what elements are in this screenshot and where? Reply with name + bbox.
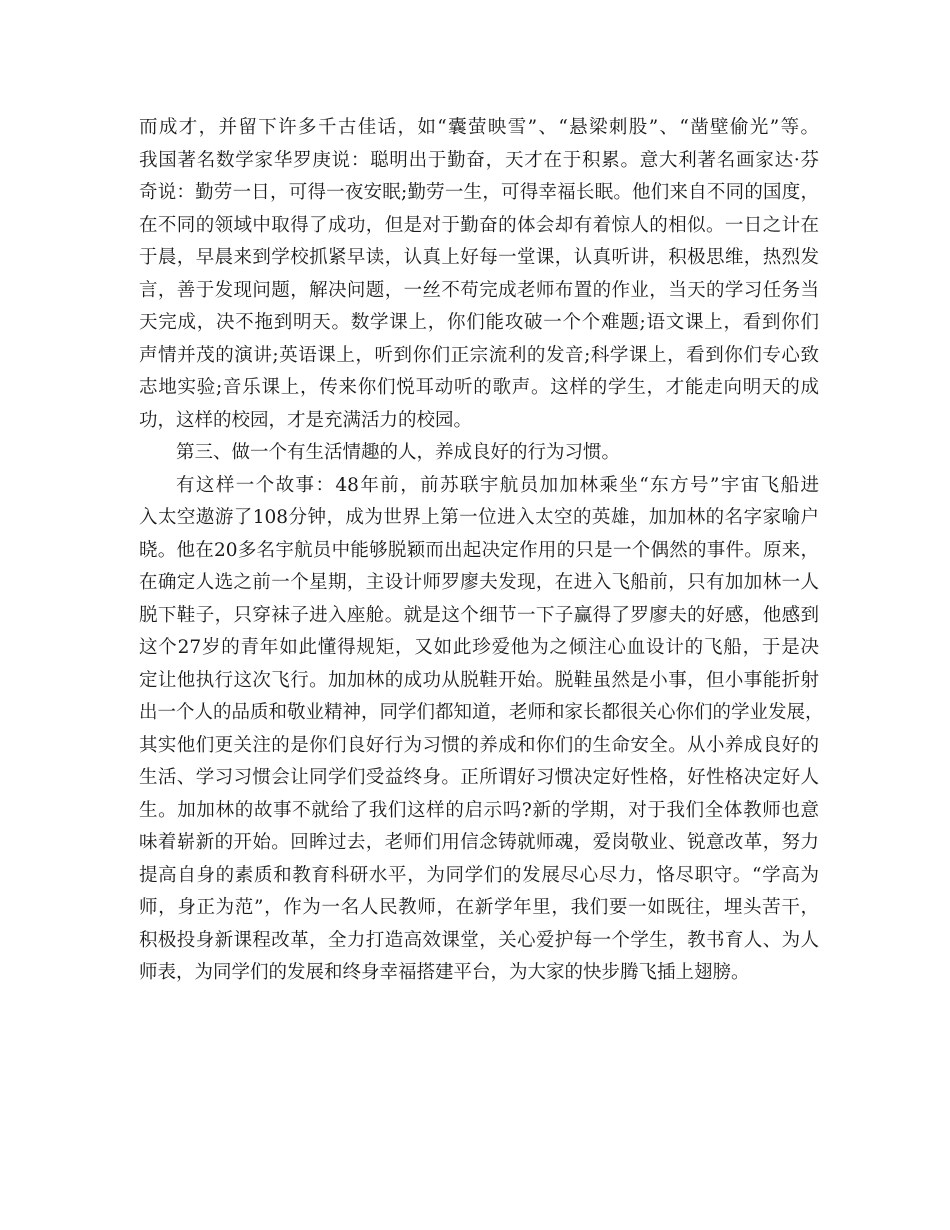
paragraph	[139, 112, 819, 437]
text-line: 出一个人的品质和敬业精神，同学们都知道，老师和家长都很关心你们的学业发展，	[139, 702, 824, 723]
text-line: 志地实验;音乐课上，传来你们悦耳动听的歌声。这样的学生，才能走向明天的成	[139, 377, 819, 398]
text-line: 提高自身的素质和教育科研水平，为同学们的发展尽心尽力，恪尽职守。“学高为	[139, 864, 819, 886]
text-line: 奇说：勤劳一日，可得一夜安眠;勤劳一生，可得幸福长眠。他们来自不同的国度，	[139, 182, 819, 203]
text-line: 晓。他在20多名宇航员中能够脱颖而出起决定作用的只是一个偶然的事件。原来，	[139, 539, 819, 561]
text-line: 有这样一个故事：48年前，前苏联宇航员加加林乘坐“东方号”宇宙飞船进	[176, 474, 819, 496]
text-line: 生活、学习习惯会让同学们受益终身。正所谓好习惯决定好性格，好性格决定好人	[139, 767, 819, 788]
text-line: 这个27岁的青年如此懂得规矩，又如此珍爱他为之倾注心血设计的飞船，于是决	[139, 637, 819, 658]
text-line: 入太空遨游了108分钟，成为世界上第一位进入太空的英雄，加加林的名字家喻户	[139, 507, 819, 528]
text-line: 言，善于发现问题，解决问题，一丝不苟完成老师布置的作业，当天的学习任务当	[139, 279, 819, 301]
text-line: 声情并茂的演讲;英语课上，听到你们正宗流利的发音;科学课上，看到你们专心致	[139, 344, 819, 366]
text-line: 师表，为同学们的发展和终身幸福搭建平台，为大家的快步腾飞插上翅膀。	[139, 962, 750, 983]
text-line: 第三、做一个有生活情趣的人，养成良好的行为习惯。	[176, 442, 621, 463]
paragraph	[139, 437, 819, 470]
text-line: 脱下鞋子，只穿袜子进入座舱。就是这个细节一下子赢得了罗廖夫的好感，他感到	[139, 604, 819, 626]
document-body	[139, 112, 824, 990]
paragraph	[139, 470, 824, 990]
text-line: 在不同的领域中取得了成功，但是对于勤奋的体会却有着惊人的相似。一日之计在	[139, 214, 819, 236]
text-line: 而成才，并留下许多千古佳话，如“囊萤映雪”、“悬梁刺股”、“凿壁偷光”等。	[139, 117, 819, 138]
text-line: 于晨，早晨来到学校抓紧早读，认真上好每一堂课，认真听讲，积极思维，热烈发	[139, 247, 819, 268]
text-line: 在确定人选之前一个星期，主设计师罗廖夫发现，在进入飞船前，只有加加林一人	[139, 572, 819, 593]
text-line: 功，这样的校园，才是充满活力的校园。	[139, 409, 473, 431]
text-line: 积极投身新课程改革，全力打造高效课堂，关心爱护每一个学生，教书育人、为人	[139, 929, 819, 951]
text-line: 天完成，决不拖到明天。数学课上，你们能攻破一个个难题;语文课上，看到你们	[139, 312, 819, 333]
text-line: 其实他们更关注的是你们良好行为习惯的养成和你们的生命安全。从小养成良好的	[139, 734, 819, 756]
text-line: 定让他执行这次飞行。加加林的成功从脱鞋开始。脱鞋虽然是小事，但小事能折射	[139, 669, 819, 691]
text-line: 师，身正为范”，作为一名人民教师，在新学年里，我们要一如既往，埋头苦干，	[139, 897, 819, 918]
text-line: 我国著名数学家华罗庚说：聪明出于勤奋，天才在于积累。意大利著名画家达·芬	[139, 149, 819, 171]
text-line: 生。加加林的故事不就给了我们这样的启示吗?新的学期，对于我们全体教师也意	[139, 799, 819, 821]
text-line: 味着崭新的开始。回眸过去，老师们用信念铸就师魂，爱岗敬业、锐意改革，努力	[139, 832, 819, 853]
